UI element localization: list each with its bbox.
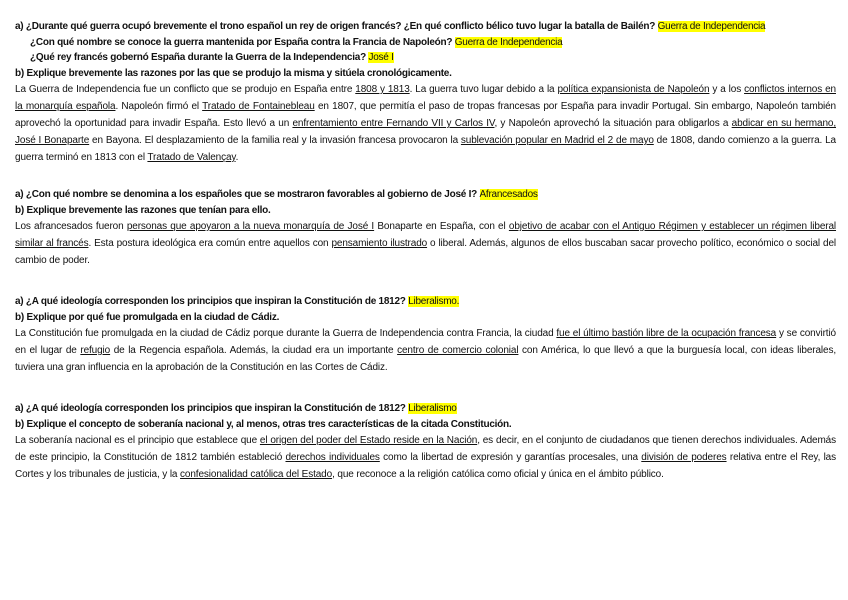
answer-paragraph <box>15 81 836 166</box>
question-text: ¿Con qué nombre se conoce la guerra mantenida por España contra la Francia de Napoleón? <box>30 36 455 48</box>
highlighted-answer: Liberalismo. <box>408 296 460 307</box>
underlined-phrase: objetivo de acabar con el Antiguo Régimen y establecer un régimen liberal similar al francés <box>15 221 837 249</box>
paragraph-text: de 1808, dando comienzo a la guerra. La guerra terminó en 1813 con el <box>15 135 836 163</box>
question-text: a) ¿A qué ideología corresponden los principios que inspiran la Constitución de 1812? <box>15 403 409 414</box>
question-line <box>15 35 836 51</box>
paragraph-text: . Napoleón firmó el <box>115 101 203 112</box>
underlined-phrase: enfrentamiento entre Fernando VII y Carlos IV <box>292 118 495 129</box>
underlined-phrase: Tratado de Valençay <box>147 152 236 163</box>
question-text: a) ¿A qué ideología corresponden los principios que inspiran la Constitución de 1812? <box>15 296 409 307</box>
paragraph-text: La Constitución fue promulgada en la ciudad de Cádiz porque durante la Guerra de Independencia contra Francia, la ciudad <box>15 328 557 339</box>
answer-paragraph <box>15 218 836 269</box>
paragraph-text: Bonaparte en España, con el <box>374 221 509 232</box>
highlighted-answer: Afrancesados <box>479 189 538 200</box>
section-constitucion-cadiz <box>15 294 836 376</box>
underlined-phrase: personas que apoyaron a la nueva monarquía de José I <box>126 221 375 232</box>
question-line <box>15 50 836 66</box>
question-text: a) ¿Durante qué guerra ocupó brevemente el trono español un rey de origen francés? ¿En qué conflicto bélico tuvo lugar la batalla de Bailén? <box>15 21 658 32</box>
highlighted-answer: Guerra de Independencia <box>454 36 563 48</box>
paragraph-text: La soberanía nacional es el principio que establece que <box>15 435 260 446</box>
paragraph-text: . La guerra tuvo lugar debido a la <box>409 84 558 95</box>
question-text: b) Explique el concepto de soberanía nacional y, al menos, otras tres características de la citada Constitución. <box>15 418 512 430</box>
paragraph-text: , y Napoleón aprovechó la situación para obligarlos a <box>494 118 732 129</box>
paragraph-text: . Esta postura ideológica era común entre aquellos con <box>88 238 332 249</box>
question-text: ¿Qué rey francés gobernó España durante la Guerra de la Independencia? <box>30 52 369 63</box>
underlined-phrase: confesionalidad católica del Estado <box>180 469 333 480</box>
paragraph-text: y se convirtió en el lugar de <box>15 328 836 356</box>
underlined-phrase: fue el último bastión libre de la ocupación francesa <box>556 328 777 339</box>
paragraph-text: en 1807, que permitía el paso de tropas francesas por España para invadir Portugal. Sin embargo, Napoleón también aprovechó la oportunidad para invadir España. Esto llevó a un <box>15 101 837 129</box>
underlined-phrase: centro de comercio colonial <box>397 345 519 356</box>
underlined-phrase: conflictos internos en la monarquía española <box>15 84 836 112</box>
underlined-phrase: 1808 y 1813 <box>355 84 410 95</box>
paragraph-text: en Bayona. El desplazamiento de la familia real y la invasión francesa provocaron la <box>89 135 461 146</box>
highlighted-answer: Liberalismo <box>408 403 457 414</box>
underlined-phrase: abdicar en su hermano, José I Bonaparte <box>15 118 836 146</box>
section-guerra-independencia <box>15 19 836 166</box>
underlined-phrase: Tratado de Fontainebleau <box>202 101 315 112</box>
question-line <box>15 203 836 219</box>
paragraph-text: . <box>235 152 239 163</box>
answer-paragraph <box>15 325 836 376</box>
underlined-phrase: división de poderes <box>641 452 727 463</box>
paragraph-text: Los afrancesados fueron <box>15 221 127 232</box>
paragraph-text: , es decir, en el conjunto de ciudadanos que tienen derechos individuales. Además de este principio, la Constitución de 1812 también estableció <box>15 435 836 463</box>
paragraph-text: de la Regencia española. Además, la ciudad era un importante <box>110 345 398 356</box>
highlighted-answer: José I <box>368 52 394 63</box>
section-soberania-nacional <box>15 401 836 483</box>
paragraph-text: y a los <box>709 84 745 95</box>
question-text: a) ¿Con qué nombre se denomina a los españoles que se mostraron favorables al gobierno de José I? <box>15 189 480 200</box>
answer-paragraph <box>15 432 836 483</box>
question-line <box>15 19 836 35</box>
underlined-phrase: política expansionista de Napoleón <box>557 84 710 95</box>
question-text: b) Explique brevemente las razones que tenían para ello. <box>15 204 271 216</box>
question-line <box>15 66 836 82</box>
question-line <box>15 294 836 310</box>
underlined-phrase: refugio <box>80 345 111 356</box>
question-line <box>15 310 836 326</box>
paragraph-text: relativa entre el Rey, las Cortes y los tribunales de justicia, y la <box>15 452 836 480</box>
question-text: b) Explique por qué fue promulgada en la ciudad de Cádiz. <box>15 311 280 323</box>
paragraph-text: o liberal. Además, algunos de ellos buscaban sacar provecho político, económico o social del cambio de poder. <box>15 238 836 266</box>
question-line <box>15 417 836 433</box>
paragraph-text: con América, lo que llevó a que la burguesía local, con ideas liberales, tuviera una gran influencia en la aprobación de la Constitución en las Cortes de Cádiz. <box>15 345 836 373</box>
question-line <box>15 187 836 203</box>
question-text: b) Explique brevemente las razones por las que se produjo la misma y sitúela cronológicamente. <box>15 67 452 79</box>
paragraph-text: como la libertad de expresión y garantías procesales, una <box>379 452 642 463</box>
paragraph-text: , que reconoce a la religión católica como oficial y única en el ámbito público. <box>332 469 664 480</box>
underlined-phrase: sublevación popular en Madrid el 2 de mayo <box>460 135 654 146</box>
paragraph-text: La Guerra de Independencia fue un conflicto que se produjo en España entre <box>15 84 356 95</box>
section-afrancesados <box>15 187 836 269</box>
question-line <box>15 401 836 417</box>
underlined-phrase: derechos individuales <box>285 452 380 463</box>
underlined-phrase: pensamiento ilustrado <box>331 238 428 249</box>
highlighted-answer: Guerra de Independencia <box>657 21 766 32</box>
underlined-phrase: el origen del poder del Estado reside en la Nación <box>259 435 478 446</box>
